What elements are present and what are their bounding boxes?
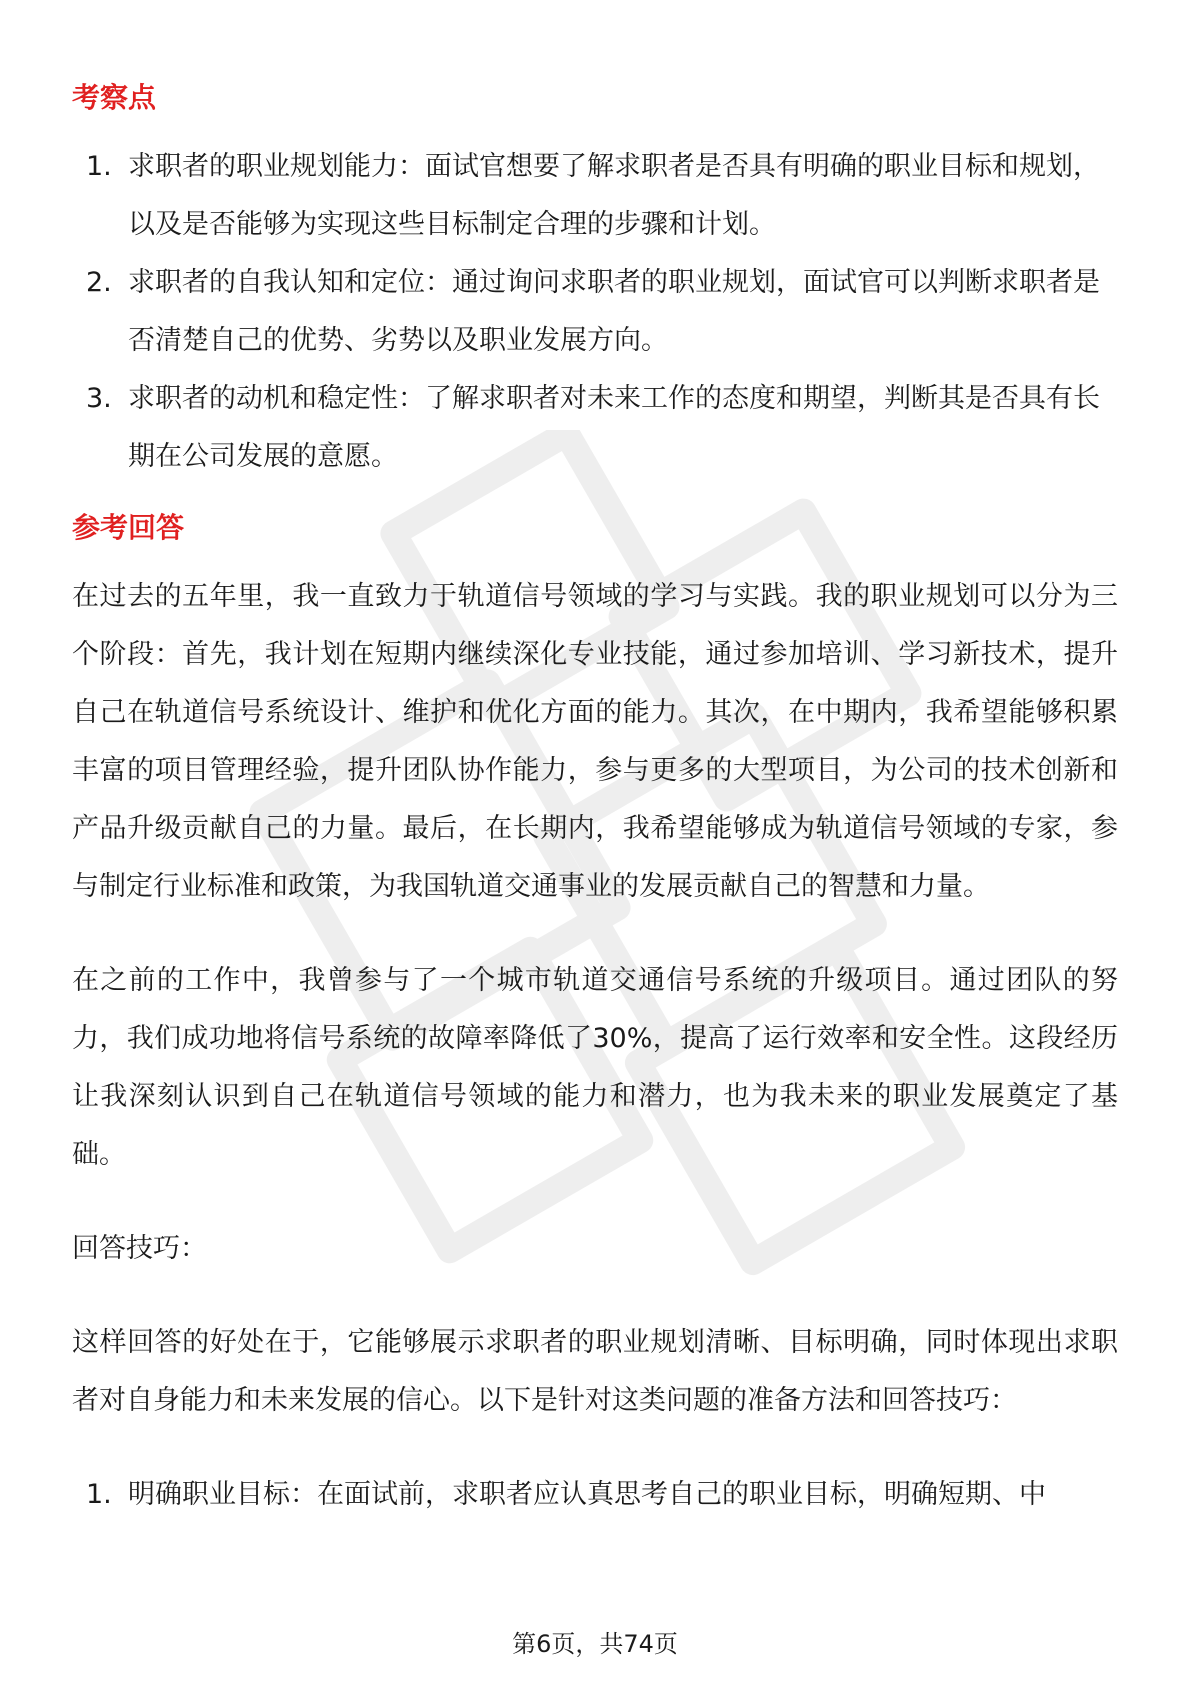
list-number: 1. <box>86 1479 112 1510</box>
list-item-text: 求职者的自我认知和定位：通过询问求职者的职业规划，面试官可以判断求职者是否清楚自己的优势、劣势以及职业发展方向。 <box>128 267 1100 356</box>
main-content <box>72 78 1118 1546</box>
tips-list <box>72 1466 1118 1524</box>
list-item <box>72 370 1118 486</box>
list-item <box>72 254 1118 370</box>
section-title-exam-points: 考察点 <box>72 81 157 114</box>
tips-label: 回答技巧： <box>72 1233 207 1264</box>
section-title-reference-answer: 参考回答 <box>72 511 185 544</box>
list-item <box>72 1466 1118 1524</box>
tips-intro-paragraph: 这样回答的好处在于，它能够展示求职者的职业规划清晰、目标明确，同时体现出求职者对自身能力和未来发展的信心。以下是针对这类问题的准备方法和回答技巧： <box>72 1327 1118 1416</box>
list-number: 2. <box>86 267 112 298</box>
list-item-text: 求职者的职业规划能力：面试官想要了解求职者是否具有明确的职业目标和规划，以及是否能够为实现这些目标制定合理的步骤和计划。 <box>128 151 1100 240</box>
list-item-text: 求职者的动机和稳定性：了解求职者对未来工作的态度和期望，判断其是否具有长期在公司发展的意愿。 <box>128 383 1100 472</box>
answer-paragraph: 在过去的五年里，我一直致力于轨道信号领域的学习与实践。我的职业规划可以分为三个阶段：首先，我计划在短期内继续深化专业技能，通过参加培训、学习新技术，提升自己在轨道信号系统设计、维护和优化方面的能力。其次，在中期内，我希望能够积累丰富的项目管理经验，提升团队协作能力，参与更多的大型项目，为公司的技术创新和产品升级贡献自己的力量。最后，在长期内，我希望能够成为轨道信号领域的专家，参与制定行业标准和政策，为我国轨道交通事业的发展贡献自己的智慧和力量。 <box>72 581 1118 902</box>
list-item-text: 明确职业目标：在面试前，求职者应认真思考自己的职业目标，明确短期、中 <box>128 1479 1046 1510</box>
exam-points-list <box>72 138 1118 486</box>
answer-paragraph: 在之前的工作中，我曾参与了一个城市轨道交通信号系统的升级项目。通过团队的努力，我们成功地将信号系统的故障率降低了30%，提高了运行效率和安全性。这段经历让我深刻认识到自己在轨道信号领域的能力和潜力，也为我未来的职业发展奠定了基础。 <box>72 965 1118 1170</box>
list-item <box>72 138 1118 254</box>
page-footer: 第6页，共74页 <box>512 1630 678 1658</box>
list-number: 3. <box>86 383 112 414</box>
list-number: 1. <box>86 151 112 182</box>
